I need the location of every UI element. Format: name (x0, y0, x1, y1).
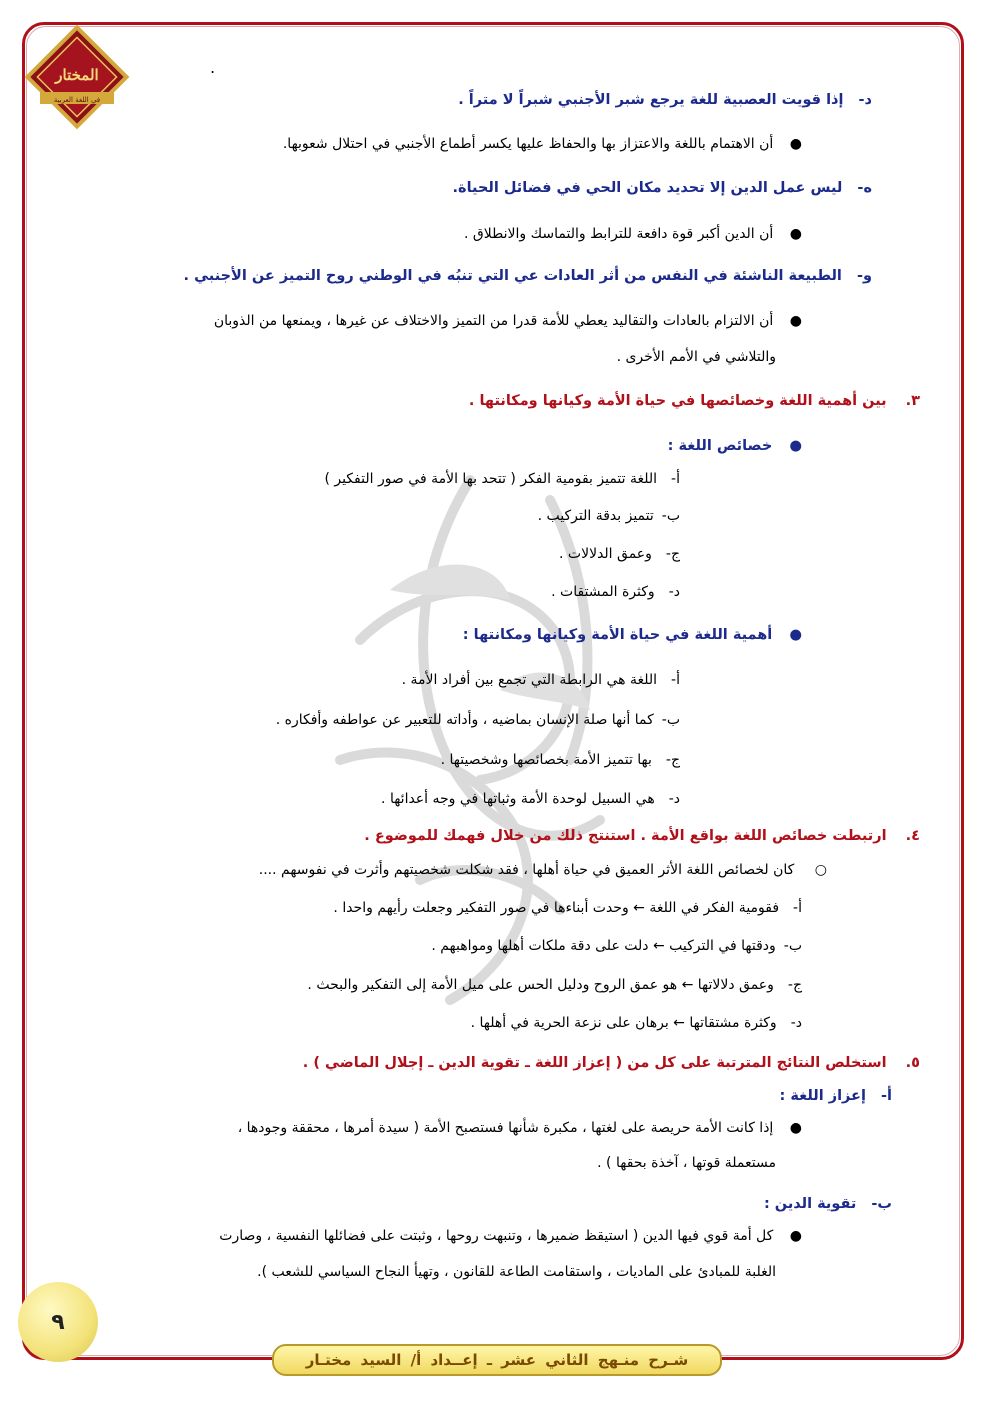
q4-number: ٤. (905, 828, 920, 844)
bullet-icon: ● (789, 313, 802, 329)
importance-item: أ-اللغة هي الرابطة التي تجمع بين أفراد الأمة . (401, 672, 680, 688)
feature-item: ج-وعمق الدلالات . (559, 546, 680, 562)
q5-b-title-text: تقوية الدين : (763, 1196, 857, 1212)
bullet-w (214, 313, 802, 329)
bullet-w-line2: والتلاشي في الأمم الأخرى . (616, 349, 776, 365)
footer-credit: شـرح منـهج الثاني عشر ـ إعــداد أ/ السيد مختـار (272, 1344, 722, 1376)
q5-a-label: أ- (881, 1088, 892, 1104)
q4-item: أ-فقومية الفكر في اللغة ← وحدت أبناءها في صور التفكير وجعلت رأيهم واحدا . (333, 900, 802, 916)
heading-h (453, 180, 872, 196)
importance-item: ب-كما أنها صلة الإنسان بماضيه ، وأداته للتعبير عن عواطفه وأفكاره . (275, 712, 680, 728)
importance-item: ج-بها تتميز الأمة بخصائصها وشخصيتها . (440, 752, 680, 768)
importance-title (463, 627, 802, 643)
bullet-icon: ● (789, 438, 802, 454)
features-title-text: خصائص اللغة : (667, 438, 773, 454)
heading-d-label: د- (858, 92, 872, 108)
q5-a-line1 (238, 1120, 802, 1136)
q5-heading (303, 1055, 920, 1071)
q4-heading-text: ارتبطت خصائص اللغة بواقع الأمة . استنتج ذلك من خلال فهمك للموضوع . (364, 828, 887, 844)
logo-subtitle: في اللغة العربية (53, 96, 101, 104)
logo-title: المختار (55, 66, 99, 84)
bullet-h (464, 226, 802, 242)
q3-heading-text: بين أهمية اللغة وخصائصها في حياة الأمة وكيانها ومكانتها . (468, 393, 887, 409)
heading-d (458, 92, 872, 108)
heading-h-text: ليس عمل الدين إلا تحديد مكان الحي في فضائل الحياة. (452, 180, 843, 196)
q4-item: د-وكثرة مشتقاتها ← برهان على نزعة الحرية في أهلها . (470, 1015, 802, 1031)
importance-item: د-هي السبيل لوحدة الأمة وثباتها في وجه أعدائها . (381, 791, 680, 807)
top-mark: . (210, 58, 216, 77)
heading-w (184, 268, 872, 284)
importance-title-text: أهمية اللغة في حياة الأمة وكيانها ومكانتها : (462, 627, 773, 643)
q4-heading (364, 828, 920, 844)
q5-b-line1-text: كل أمة قوي فيها الدين ( استيقظ ضميرها ، وتنبهت روحها ، وثبتت على فضائلها النفسية ، وصارت (219, 1228, 774, 1244)
q3-heading (469, 393, 920, 409)
heading-w-label: و- (856, 268, 872, 284)
bullet-d (283, 136, 802, 152)
q5-a-title-text: إعزاز اللغة : (779, 1088, 866, 1104)
q5-a-title (780, 1088, 892, 1104)
q5-a-line1-text: إذا كانت الأمة حريصة على لغتها ، مكبرة شأنها فستصبح الأمة ( سيدة أمرها ، محققة وجودها ، (237, 1120, 774, 1136)
feature-item: أ-اللغة تتميز بقومية الفكر ( تتحد بها الأمة في صور التفكير ) (324, 471, 680, 487)
q5-b-line2: الغلبة للمبادئ على الماديات ، واستقامت الطاعة للقانون ، وتهيأ النجاح السياسي للشعب ). (257, 1264, 776, 1280)
bullet-h-text: أن الدين أكبر قوة دافعة للترابط والتماسك والانطلاق . (464, 226, 774, 242)
page-number: ٩ (18, 1282, 98, 1362)
q4-intro (259, 862, 827, 878)
q5-b-label: ب- (871, 1196, 892, 1212)
q5-number: ٥. (905, 1055, 920, 1071)
heading-h-label: ه- (857, 180, 872, 196)
q5-b-title (764, 1196, 892, 1212)
q4-item: ج-وعمق دلالاتها ← هو عمق الروح ودليل الحس على ميل الأمة إلى التفكير والبحث . (307, 977, 802, 993)
bullet-icon: ● (789, 1228, 802, 1244)
features-title (668, 438, 802, 454)
bullet-d-text: أن الاهتمام باللغة والاعتزاز بها والحفاظ عليها يكسر أطماع الأجنبي في احتلال شعوبها. (282, 136, 774, 152)
q4-item: ب-ودقتها في التركيب ← دلت على دقة ملكات أهلها ومواهبهم . (431, 938, 802, 954)
circle-bullet-icon: ○ (814, 862, 827, 878)
bullet-icon: ● (789, 136, 802, 152)
logo-badge (22, 22, 132, 132)
heading-w-text: الطبيعة الناشئة في النفس من أثر العادات عي التي تنبُه في الوطني روح التميز عن الأجنبي . (183, 268, 842, 284)
q3-number: ٣. (905, 393, 920, 409)
q5-heading-text: استخلص النتائج المترتبة على كل من ( إعزاز اللغة ـ تقوية الدين ـ إجلال الماضي ) . (302, 1055, 887, 1071)
bullet-icon: ● (789, 627, 802, 643)
q5-b-line1 (219, 1228, 802, 1244)
bullet-icon: ● (789, 226, 802, 242)
q5-a-line2: مستعملة قوتها ، آخذة بحقها ) . (597, 1155, 776, 1171)
heading-d-text: إذا قويت العصبية للغة يرجع شبر الأجنبي شبراً لا متراً . (458, 92, 844, 108)
q4-intro-text: كان لخصائص اللغة الأثر العميق في حياة أهلها ، فقد شكلت شخصيتهم وأثرت في نفوسهم .... (258, 862, 795, 878)
feature-item: د-وكثرة المشتقات . (551, 584, 680, 600)
feature-item: ب-تتميز بدقة التركيب . (537, 508, 680, 524)
bullet-icon: ● (789, 1120, 802, 1136)
bullet-w-line1: أن الالتزام بالعادات والتقاليد يعطي للأمة قدرا من التميز والاختلاف عن غيرها ، ويمنعها من الذوبان (213, 313, 774, 329)
